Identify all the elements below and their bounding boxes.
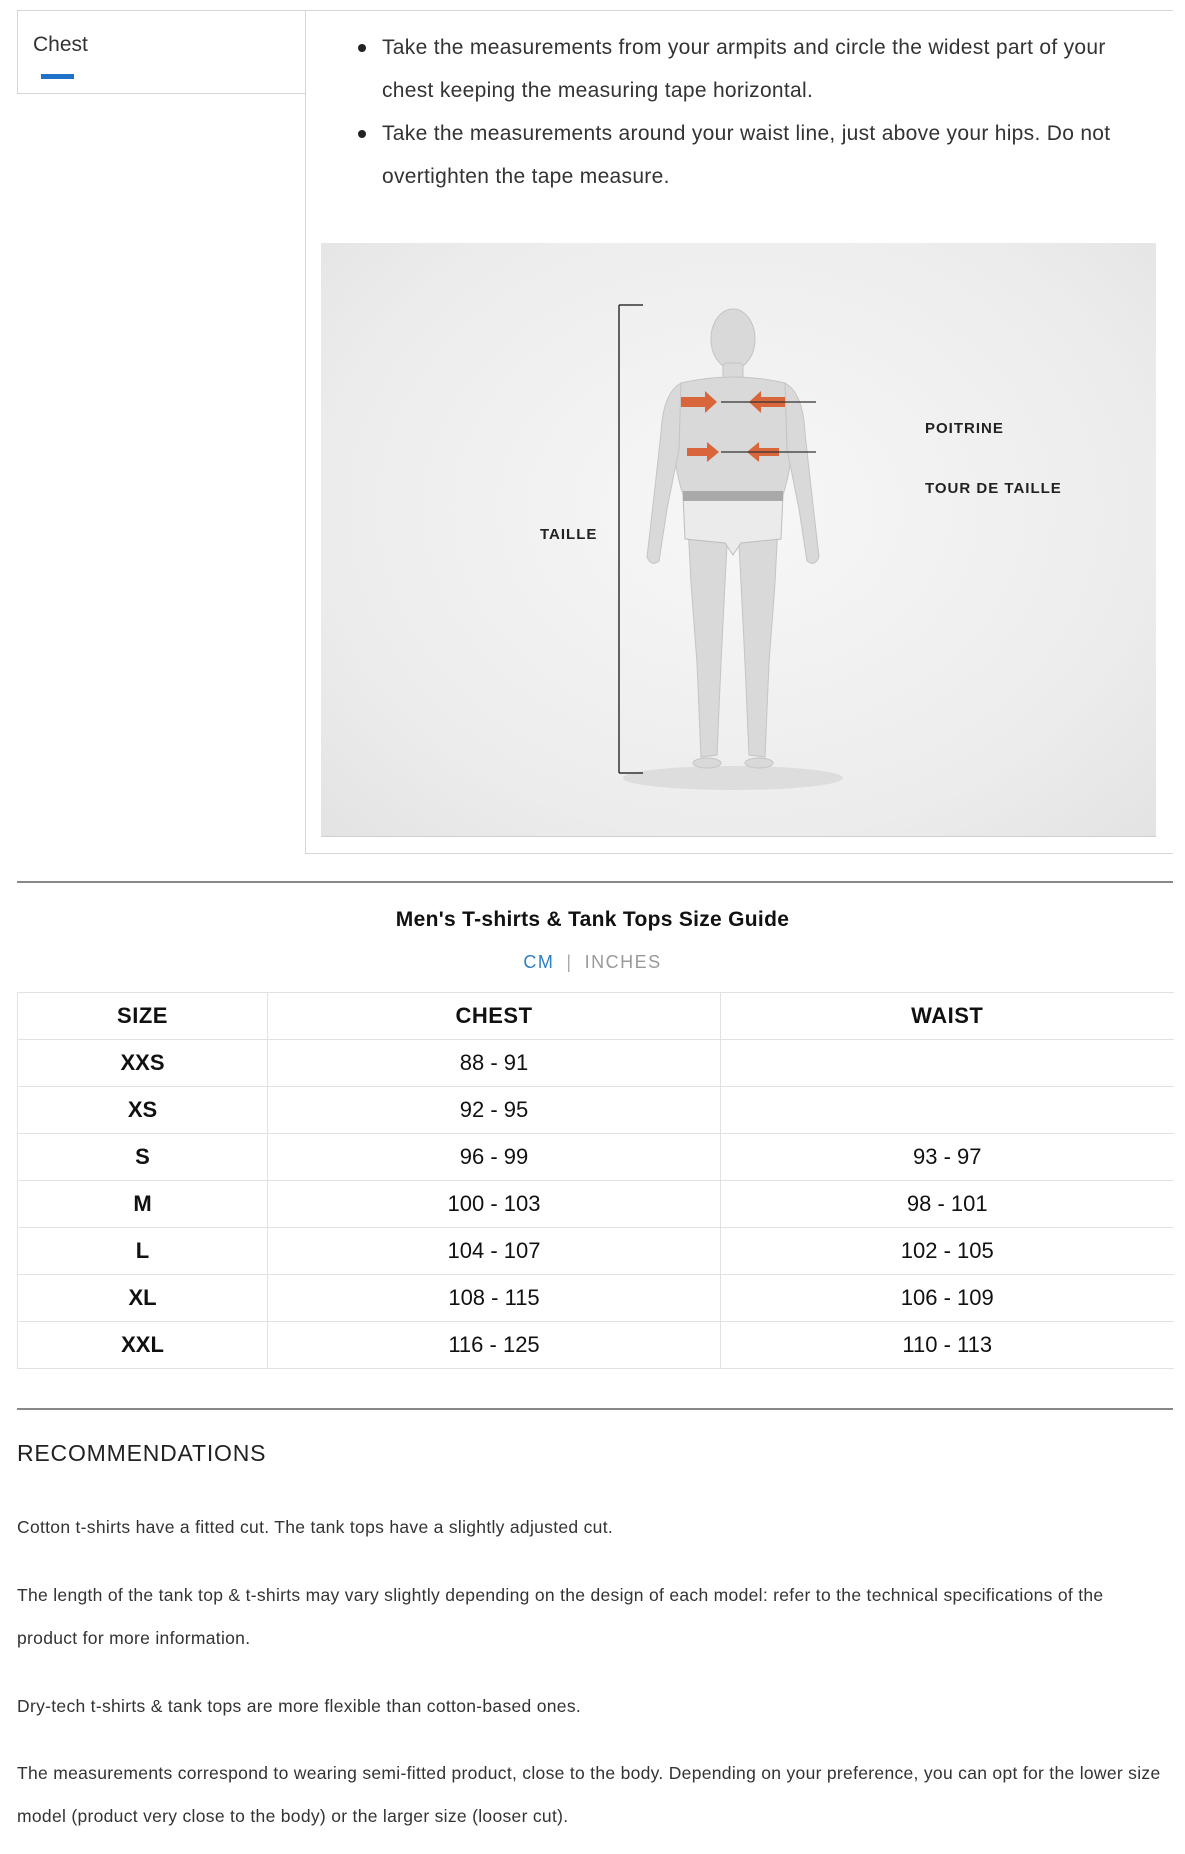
chest-cell: 92 - 95 (268, 1087, 721, 1134)
body-measurement-illustration (321, 243, 1156, 837)
tab-active-indicator (41, 74, 74, 79)
waist-cell (721, 1087, 1174, 1134)
label-waist: TOUR DE TAILLE (925, 480, 1062, 497)
table-header-row (18, 993, 1174, 1040)
label-height: TAILLE (540, 526, 598, 543)
mannequin-figure (321, 243, 1156, 837)
column-header-chest: CHEST (268, 993, 721, 1040)
chest-cell: 116 - 125 (268, 1322, 721, 1369)
waistband (683, 491, 783, 501)
column-header-size: SIZE (18, 993, 268, 1040)
size-table (17, 992, 1174, 1369)
recommendation-paragraph: Cotton t-shirts have a fitted cut. The tank tops have a slightly adjusted cut. (17, 1517, 614, 1537)
chest-cell: 96 - 99 (268, 1134, 721, 1181)
floor-shadow (623, 766, 843, 790)
unit-separator: | (566, 952, 573, 972)
tab-chest[interactable] (17, 10, 306, 94)
chest-cell: 104 - 107 (268, 1228, 721, 1275)
table-row (18, 1134, 1174, 1181)
table-row (18, 1040, 1174, 1087)
size-cell: S (18, 1134, 268, 1181)
section-divider (17, 881, 1173, 883)
size-cell: XS (18, 1087, 268, 1134)
table-row (18, 1181, 1174, 1228)
measurement-instructions (336, 26, 1146, 198)
recommendation-paragraph: The measurements correspond to wearing semi-fitted product, close to the body. Depending on your preference, you can opt for the lower size model (product very close to the body) or the larger size (looser cut). (17, 1763, 1161, 1826)
instruction-chest: Take the measurements from your armpits and circle the widest part of your chest keeping the measuring tape horizontal. (336, 26, 1146, 112)
chest-cell: 88 - 91 (268, 1040, 721, 1087)
instruction-waist: Take the measurements around your waist line, just above your hips. Do not overtighten the tape measure. (336, 112, 1146, 198)
table-row (18, 1228, 1174, 1275)
size-cell: XXL (18, 1322, 268, 1369)
figure-baseline (321, 836, 1156, 837)
size-cell: L (18, 1228, 268, 1275)
size-cell: M (18, 1181, 268, 1228)
unit-inches-button[interactable]: INCHES (584, 952, 662, 972)
waist-cell (721, 1040, 1174, 1087)
waist-cell: 98 - 101 (721, 1181, 1174, 1228)
size-cell: XL (18, 1275, 268, 1322)
size-cell: XXS (18, 1040, 268, 1087)
table-row (18, 1322, 1174, 1369)
column-header-waist: WAIST (721, 993, 1174, 1040)
recommendations-title: RECOMMENDATIONS (17, 1440, 267, 1466)
recommendation-paragraph: Dry-tech t-shirts & tank tops are more flexible than cotton-based ones. (17, 1696, 582, 1716)
waist-cell: 110 - 113 (721, 1322, 1174, 1369)
table-row (18, 1087, 1174, 1134)
tab-chest-label: Chest (33, 33, 88, 56)
section-divider (17, 1408, 1173, 1410)
recommendation-paragraph: The length of the tank top & t-shirts may vary slightly depending on the design of each model: refer to the technical specifications of the product for more information. (17, 1585, 1104, 1648)
table-row (18, 1275, 1174, 1322)
waist-cell: 93 - 97 (721, 1134, 1174, 1181)
label-chest: POITRINE (925, 420, 1004, 437)
unit-cm-button[interactable]: CM (523, 952, 555, 972)
waist-cell: 102 - 105 (721, 1228, 1174, 1275)
waist-cell: 106 - 109 (721, 1275, 1174, 1322)
unit-toggle (0, 952, 1185, 973)
chest-cell: 100 - 103 (268, 1181, 721, 1228)
chest-cell: 108 - 115 (268, 1275, 721, 1322)
size-guide-title: Men's T-shirts & Tank Tops Size Guide (395, 908, 790, 931)
